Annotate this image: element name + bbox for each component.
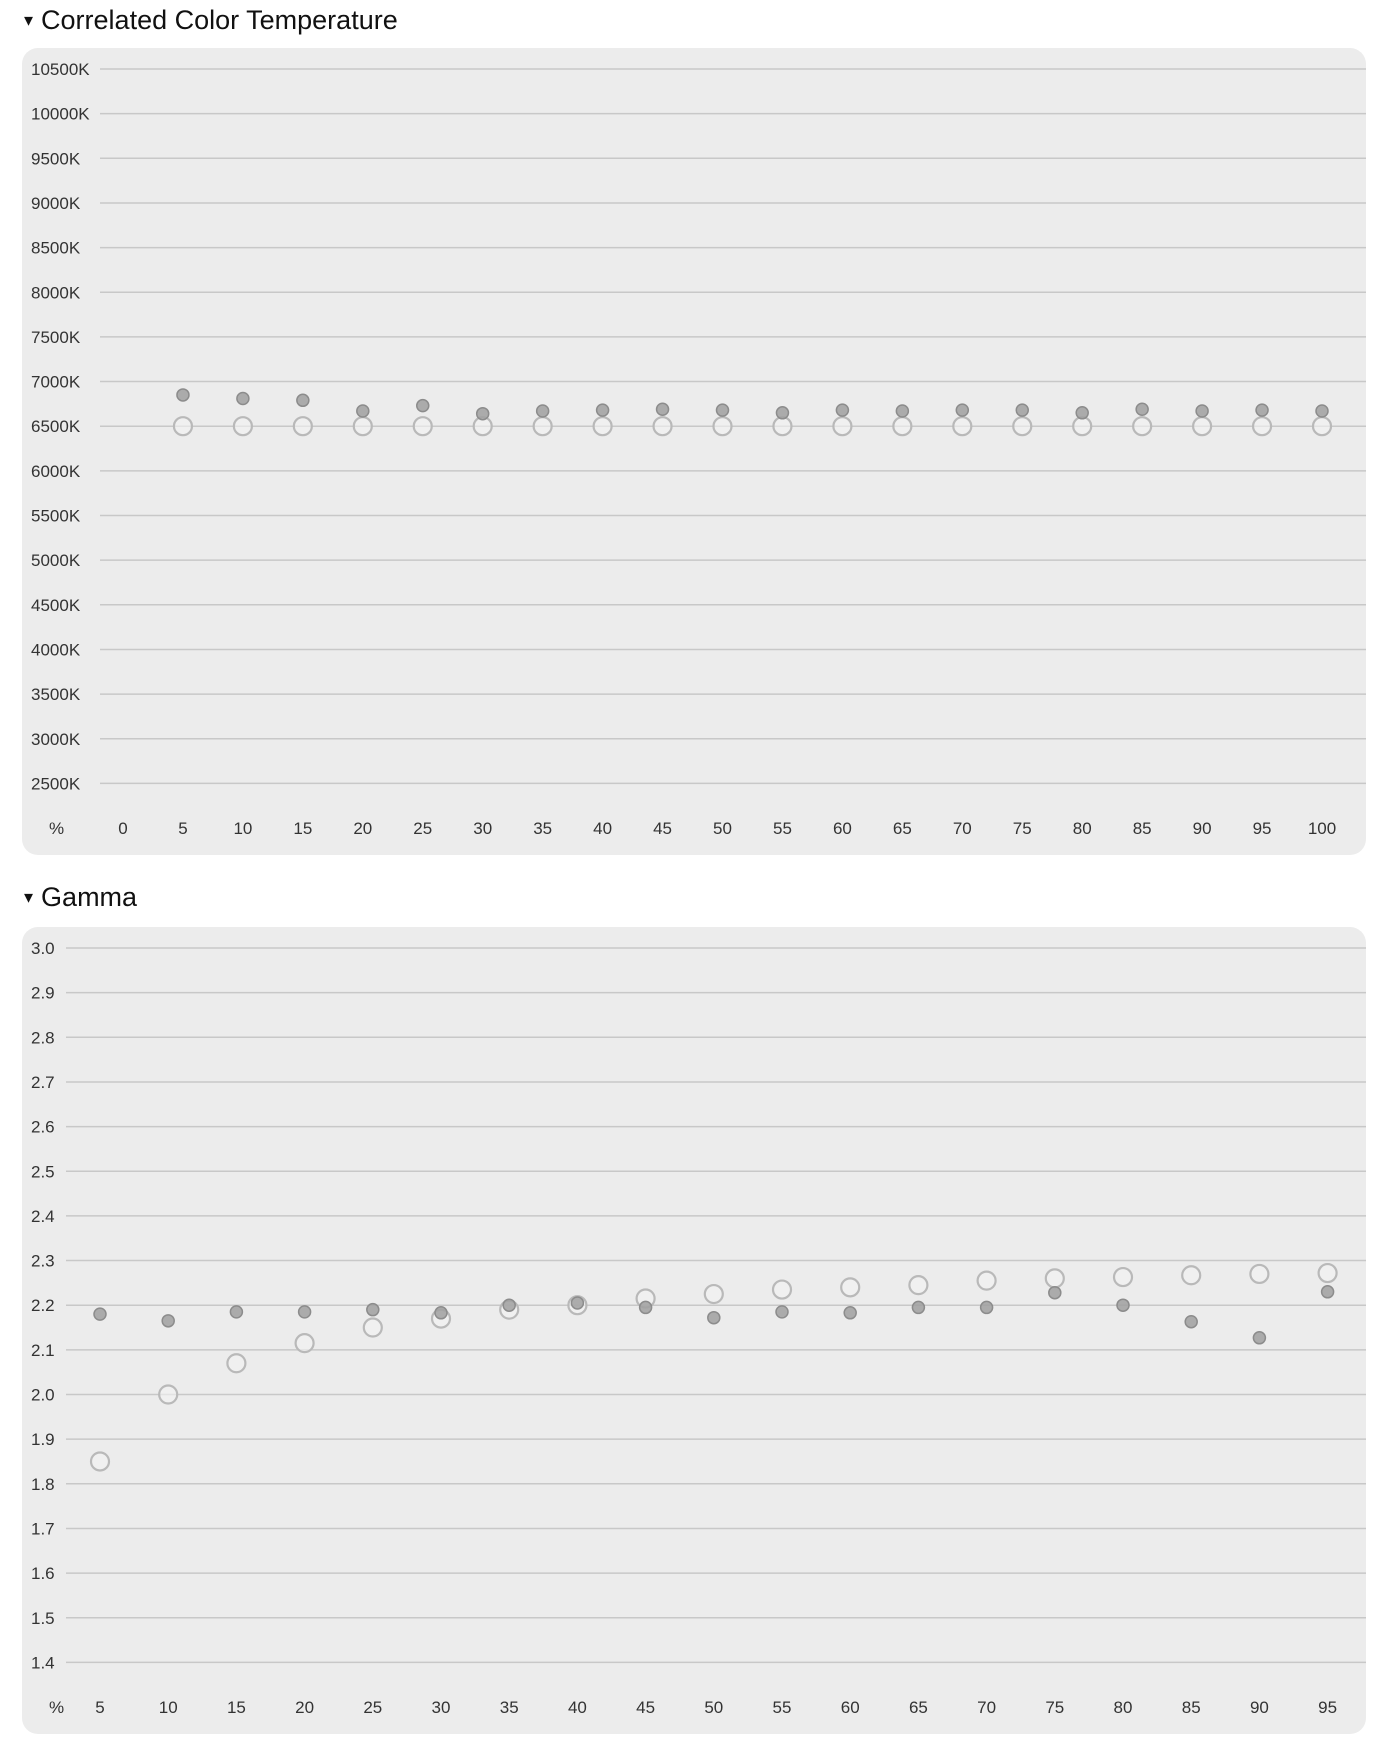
x-tick-label: 50	[713, 819, 732, 838]
y-tick-label: 4500K	[31, 595, 81, 615]
x-tick-label: 80	[1072, 819, 1092, 838]
y-tick-label: 2.0	[31, 1385, 55, 1405]
measured-point	[776, 1306, 788, 1318]
target-point	[893, 417, 911, 435]
x-tick-label: 25	[363, 1698, 383, 1717]
target-point	[833, 417, 851, 435]
x-tick-label: 85	[1132, 819, 1152, 838]
cct-chart-panel	[22, 48, 1366, 855]
y-tick-label: 10500K	[31, 60, 90, 79]
x-tick-label: 30	[473, 819, 493, 838]
target-point	[1013, 417, 1031, 435]
x-tick-label: 55	[772, 819, 792, 838]
measured-point	[1049, 1287, 1061, 1299]
x-unit-label: %	[49, 1698, 65, 1717]
measured-point	[1136, 403, 1148, 415]
target-point	[1253, 417, 1271, 435]
measured-point	[435, 1307, 447, 1319]
target-point	[909, 1276, 927, 1294]
y-tick-label: 2.2	[31, 1296, 55, 1316]
x-tick-label: 75	[1045, 1698, 1065, 1717]
x-tick-label: 5	[178, 819, 188, 838]
x-tick-label: 65	[908, 1698, 928, 1717]
x-tick-label: 65	[892, 819, 912, 838]
measured-point	[836, 404, 848, 416]
measured-point	[708, 1312, 720, 1324]
measured-point	[571, 1297, 583, 1309]
target-point	[705, 1285, 723, 1303]
measured-point	[1185, 1316, 1197, 1328]
x-tick-label: 100	[1307, 819, 1337, 838]
measured-point	[177, 389, 189, 401]
target-point	[354, 417, 372, 435]
target-point	[1182, 1266, 1200, 1284]
y-tick-label: 8000K	[31, 283, 81, 303]
x-tick-label: 5	[95, 1698, 105, 1717]
y-tick-label: 1.9	[31, 1430, 55, 1450]
measured-point	[776, 407, 788, 419]
target-point	[91, 1452, 109, 1470]
x-tick-label: 10	[233, 819, 253, 838]
x-tick-label: 70	[977, 1698, 997, 1717]
y-tick-label: 2.8	[31, 1028, 55, 1048]
x-tick-label: 50	[704, 1698, 724, 1717]
x-tick-label: 15	[293, 819, 313, 838]
x-tick-label: 0	[118, 819, 128, 838]
x-tick-label: 30	[431, 1698, 451, 1717]
measured-point	[956, 404, 968, 416]
x-tick-label: 85	[1181, 1698, 1201, 1717]
target-point	[364, 1319, 382, 1337]
y-tick-label: 1.8	[31, 1474, 55, 1494]
measured-point	[1117, 1299, 1129, 1311]
measured-point	[417, 400, 429, 412]
y-tick-label: 5000K	[31, 551, 81, 571]
y-tick-label: 7000K	[31, 372, 81, 392]
target-point	[1073, 417, 1091, 435]
measured-point	[896, 405, 908, 417]
target-point	[714, 417, 732, 435]
y-tick-label: 8500K	[31, 238, 81, 258]
target-point	[953, 417, 971, 435]
y-tick-label: 4000K	[31, 640, 81, 660]
x-tick-label: 60	[832, 819, 852, 838]
x-tick-label: 35	[499, 1698, 519, 1717]
collapse-triangle-icon[interactable]: ▾	[24, 887, 34, 907]
measured-point	[640, 1301, 652, 1313]
measured-point	[503, 1299, 515, 1311]
x-tick-label: 15	[226, 1698, 246, 1717]
x-tick-label: 20	[353, 819, 373, 838]
x-tick-label: 40	[567, 1698, 587, 1717]
gamma-chart	[22, 927, 1366, 1734]
target-point	[773, 1281, 791, 1299]
measured-point	[1076, 407, 1088, 419]
x-tick-label: 45	[636, 1698, 656, 1717]
cct-section-header[interactable]	[24, 2, 398, 38]
measured-point	[367, 1304, 379, 1316]
y-tick-label: 1.7	[31, 1519, 55, 1539]
y-tick-label: 3500K	[31, 685, 81, 705]
measured-point	[1253, 1332, 1265, 1344]
measured-point	[230, 1306, 242, 1318]
measured-point	[299, 1306, 311, 1318]
x-tick-label: 70	[952, 819, 972, 838]
target-point	[594, 417, 612, 435]
target-point	[1313, 417, 1331, 435]
measured-point	[657, 403, 669, 415]
x-tick-label: 10	[158, 1698, 178, 1717]
measured-point	[981, 1301, 993, 1313]
x-tick-label: 40	[593, 819, 613, 838]
target-point	[234, 417, 252, 435]
cct-chart	[22, 48, 1366, 855]
gamma-chart-panel	[22, 927, 1366, 1734]
x-tick-label: 90	[1249, 1698, 1269, 1717]
x-tick-label: 20	[295, 1698, 315, 1717]
y-tick-label: 1.5	[31, 1608, 55, 1628]
x-tick-label: 90	[1192, 819, 1212, 838]
y-tick-label: 2.9	[31, 983, 55, 1003]
measured-point	[1316, 405, 1328, 417]
x-tick-label: 60	[840, 1698, 860, 1717]
target-point	[159, 1386, 177, 1404]
x-tick-label: 25	[413, 819, 433, 838]
target-point	[296, 1334, 314, 1352]
target-point	[1250, 1265, 1268, 1283]
target-point	[773, 417, 791, 435]
y-tick-label: 2500K	[31, 774, 81, 794]
target-point	[1319, 1264, 1337, 1282]
gamma-section-header[interactable]	[24, 879, 137, 915]
y-tick-label: 6000K	[31, 461, 81, 481]
y-tick-label: 1.6	[31, 1564, 55, 1584]
measured-point	[844, 1307, 856, 1319]
y-tick-label: 6500K	[31, 417, 81, 437]
measured-point	[477, 408, 489, 420]
collapse-triangle-icon[interactable]: ▾	[24, 10, 34, 30]
measured-point	[162, 1315, 174, 1327]
measured-point	[1196, 405, 1208, 417]
measured-point	[912, 1301, 924, 1313]
target-point	[294, 417, 312, 435]
target-point	[174, 417, 192, 435]
x-tick-label: 80	[1113, 1698, 1133, 1717]
measured-point	[1016, 404, 1028, 416]
target-point	[1133, 417, 1151, 435]
y-tick-label: 2.1	[31, 1340, 55, 1360]
y-tick-label: 2.7	[31, 1072, 55, 1092]
target-point	[1046, 1269, 1064, 1287]
x-tick-label: 55	[772, 1698, 792, 1717]
measured-point	[537, 405, 549, 417]
measured-point	[297, 394, 309, 406]
y-tick-label: 3000K	[31, 729, 81, 749]
y-tick-label: 9500K	[31, 149, 81, 169]
target-point	[654, 417, 672, 435]
target-point	[227, 1354, 245, 1372]
target-point	[978, 1272, 996, 1290]
measured-point	[717, 404, 729, 416]
target-point	[1114, 1268, 1132, 1286]
measured-point	[597, 404, 609, 416]
y-tick-label: 5500K	[31, 506, 81, 526]
measured-point	[1322, 1286, 1334, 1298]
target-point	[534, 417, 552, 435]
target-point	[1193, 417, 1211, 435]
x-tick-label: 45	[653, 819, 673, 838]
measured-point	[94, 1308, 106, 1320]
measured-point	[237, 393, 249, 405]
cct-section-title: Correlated Color Temperature	[41, 4, 398, 35]
y-tick-label: 10000K	[31, 104, 90, 124]
y-tick-label: 7500K	[31, 327, 81, 347]
y-tick-label: 2.6	[31, 1117, 55, 1137]
y-tick-label: 2.3	[31, 1251, 55, 1271]
measured-point	[1256, 404, 1268, 416]
x-unit-label: %	[49, 819, 65, 838]
target-point	[841, 1278, 859, 1296]
x-tick-label: 95	[1318, 1698, 1338, 1717]
target-point	[414, 417, 432, 435]
measured-point	[357, 405, 369, 417]
y-tick-label: 9000K	[31, 193, 81, 213]
y-tick-label: 2.5	[31, 1162, 55, 1182]
y-tick-label: 1.4	[31, 1653, 55, 1673]
y-tick-label: 2.4	[31, 1206, 55, 1226]
gamma-section-title: Gamma	[41, 881, 138, 912]
x-tick-label: 75	[1012, 819, 1032, 838]
x-tick-label: 95	[1252, 819, 1272, 838]
x-tick-label: 35	[533, 819, 553, 838]
y-tick-label: 3.0	[31, 939, 55, 958]
